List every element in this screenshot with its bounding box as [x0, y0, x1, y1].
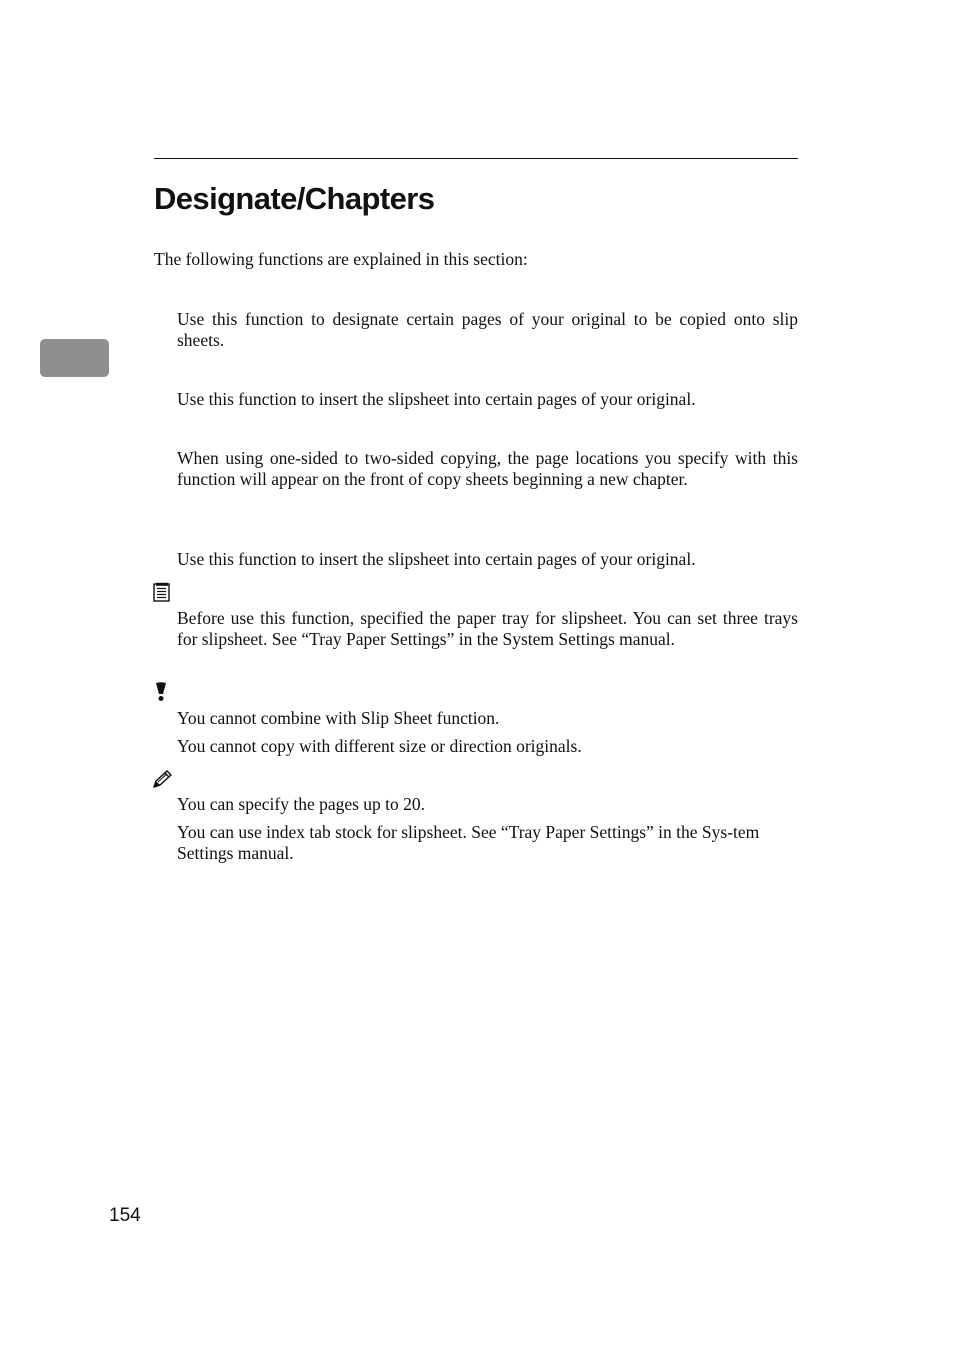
- note-item-2: You can use index tab stock for slipsheet. See “Tray Paper Settings” in the Sys-tem Settings manual.: [177, 822, 760, 863]
- intro-text: The following functions are explained in this section:: [154, 249, 528, 269]
- function-description-3: When using one-sided to two-sided copying, the page locations you specify with this function will appear on the front of copy sheets beginning a new chapter.: [177, 448, 798, 489]
- chapter-tab: [40, 339, 109, 377]
- function-description-1: Use this function to designate certain pages of your original to be copied onto slip sheets.: [177, 309, 798, 350]
- function-description-2: Use this function to insert the slipsheet into certain pages of your original.: [177, 389, 696, 409]
- note-item-1: You can specify the pages up to 20.: [177, 794, 426, 814]
- function-description-4: Use this function to insert the slipsheet into certain pages of your original.: [177, 549, 696, 569]
- exclamation-icon: [153, 682, 169, 702]
- pencil-icon: [152, 769, 174, 789]
- book-icon: [153, 582, 171, 602]
- page-number: 154: [109, 1205, 141, 1226]
- limitation-item-2: You cannot copy with different size or direction originals.: [177, 736, 582, 756]
- preparation-text: Before use this function, specified the paper tray for slipsheet. You can set three trays for slipsheet. See “Tray Paper Settings” in the System Settings manual.: [177, 608, 798, 649]
- header-rule: [154, 158, 798, 159]
- limitation-item-1: You cannot combine with Slip Sheet function.: [177, 708, 500, 728]
- page-title: Designate/Chapters: [154, 181, 435, 216]
